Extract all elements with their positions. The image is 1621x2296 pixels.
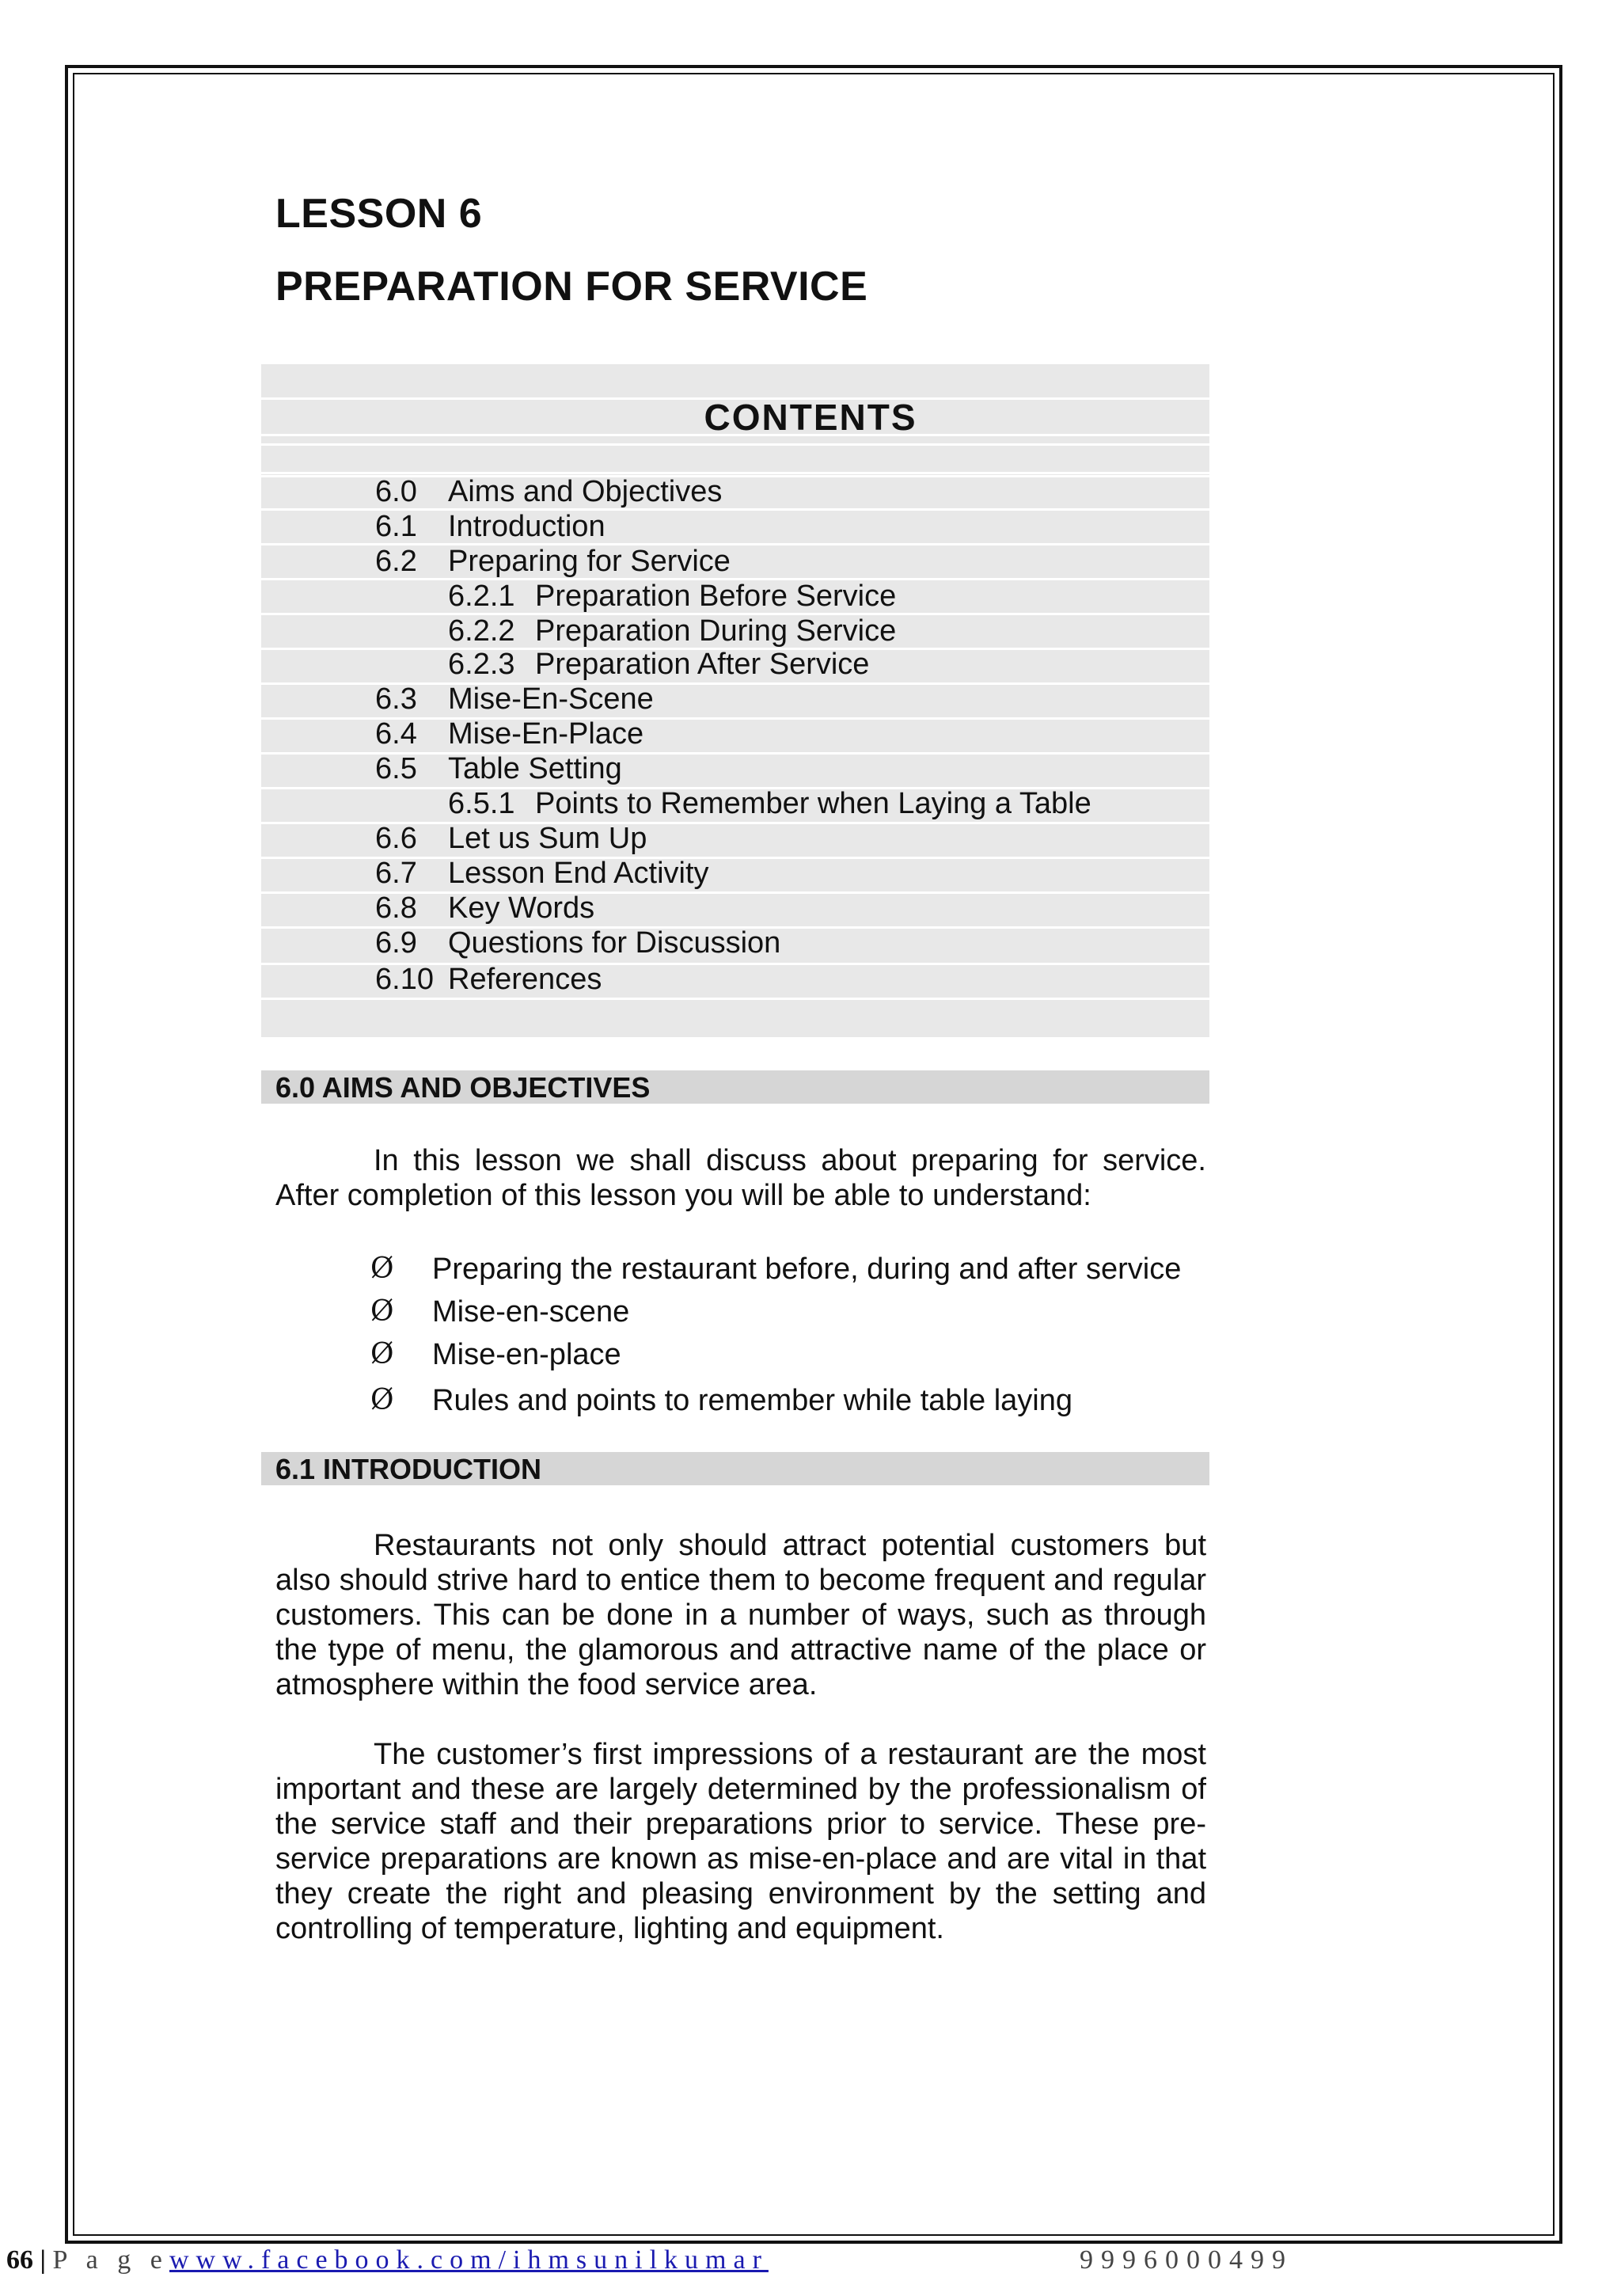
toc-label: Questions for Discussion xyxy=(448,926,781,960)
toc-label: Key Words xyxy=(448,891,595,925)
toc-label: Preparation After Service xyxy=(535,648,870,681)
page-label: P a g e xyxy=(52,2245,169,2275)
toc-label: Mise-En-Place xyxy=(448,717,644,751)
bullet-text: Preparing the restaurant before, during and after service xyxy=(432,1253,1182,1286)
section-heading-introduction: 6.1 INTRODUCTION xyxy=(261,1452,1209,1485)
bullet-arrow-icon: Ø xyxy=(370,1338,394,1370)
toc-number: 6.8 xyxy=(375,891,417,925)
toc-label: Preparation During Service xyxy=(535,614,897,648)
contents-heading: CONTENTS xyxy=(704,397,917,438)
toc-label: Points to Remember when Laying a Table xyxy=(535,787,1091,820)
toc-number: 6.3 xyxy=(375,682,417,716)
toc-label: Table Setting xyxy=(448,752,622,785)
aims-intro-text: In this lesson we shall discuss about preparing for service. After completion of this lesson you will be able to understand: xyxy=(275,1144,1206,1212)
toc-number: 6.9 xyxy=(375,926,417,960)
bullet-arrow-icon: Ø xyxy=(370,1253,394,1285)
section-heading-aims: 6.0 AIMS AND OBJECTIVES xyxy=(261,1070,1209,1104)
toc-number: 6.2.1 xyxy=(448,580,515,613)
toc-number: 6.0 xyxy=(375,475,417,508)
bullet-text: Mise-en-scene xyxy=(432,1295,630,1329)
toc-number: 6.2.2 xyxy=(448,614,515,648)
toc-number: 6.1 xyxy=(375,510,417,543)
lesson-title: PREPARATION FOR SERVICE xyxy=(275,264,868,310)
intro-paragraph-2-text: The customer’s first impressions of a restaurant are the most important and these are largely determined by the professionalism of the service staff and their preparations prior to service. These pre-service preparations are known as mise-en-place and are vital in that they create the right and pleasing environment by the setting and controlling of temperature, lighting and equipment. xyxy=(275,1738,1206,1945)
lesson-number: LESSON 6 xyxy=(275,191,483,237)
aims-intro-paragraph xyxy=(275,1143,1206,1213)
toc-number: 6.10 xyxy=(375,963,434,996)
footer-separator: | xyxy=(40,2245,46,2275)
toc-number: 6.5 xyxy=(375,752,417,785)
toc-label: Mise-En-Scene xyxy=(448,682,654,716)
intro-paragraph-1 xyxy=(275,1528,1206,1702)
intro-paragraph-2 xyxy=(275,1737,1206,1946)
bullet-text: Mise-en-place xyxy=(432,1338,621,1371)
toc-number: 6.6 xyxy=(375,822,417,855)
facebook-link[interactable]: www.facebook.com/ihmsunilkumar xyxy=(169,2245,769,2275)
bullet-text: Rules and points to remember while table laying xyxy=(432,1384,1072,1417)
toc-label: Aims and Objectives xyxy=(448,475,723,508)
toc-label: Let us Sum Up xyxy=(448,822,647,855)
toc-label: Introduction xyxy=(448,510,606,543)
toc-label: Preparing for Service xyxy=(448,545,731,578)
bullet-arrow-icon: Ø xyxy=(370,1295,394,1328)
phone-number: 9996000499 xyxy=(1080,2245,1293,2275)
toc-label: Lesson End Activity xyxy=(448,857,709,890)
toc-number: 6.7 xyxy=(375,857,417,890)
toc-number: 6.2 xyxy=(375,545,417,578)
page-number: 66 xyxy=(6,2245,33,2275)
toc-number: 6.4 xyxy=(375,717,417,751)
toc-number: 6.2.3 xyxy=(448,648,515,681)
toc-number: 6.5.1 xyxy=(448,787,515,820)
toc-label: Preparation Before Service xyxy=(535,580,897,613)
toc-label: References xyxy=(448,963,602,996)
bullet-arrow-icon: Ø xyxy=(370,1384,394,1416)
intro-paragraph-1-text: Restaurants not only should attract potential customers but also should strive hard to entice them to become frequent and regular customers. This can be done in a number of ways, such as through the type of menu, the glamorous and attractive name of the place or atmosphere within the food service area. xyxy=(275,1529,1206,1701)
page-footer xyxy=(6,2245,1293,2275)
